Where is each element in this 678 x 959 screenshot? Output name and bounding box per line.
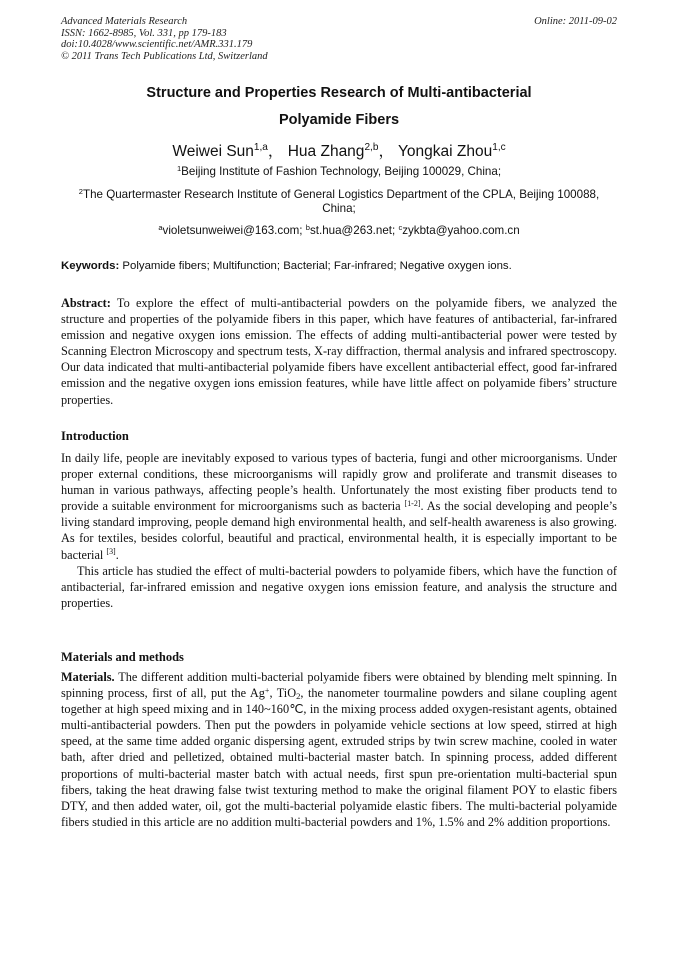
email-mark: b	[305, 222, 310, 232]
abstract-label: Abstract:	[61, 296, 111, 310]
email-list	[61, 224, 617, 238]
materials-section	[61, 669, 617, 830]
introduction-section	[61, 450, 617, 611]
email-mark: c	[398, 222, 403, 232]
keywords-text: Polyamide fibers; Multifunction; Bacterial; Far-infrared; Negative oxygen ions.	[122, 260, 512, 272]
paper-title	[61, 80, 617, 134]
online-date: Online: 2011-09-02	[534, 16, 617, 27]
affiliation-mark: 2	[78, 186, 83, 196]
materials-paragraph	[61, 669, 617, 830]
intro-text: In daily life, people are inevitably exposed to various types of bacteria, fungi and other microorganisms. Under proper external conditions, these microorganisms will rapidly grow and proliferate and transmit diseases to human in various pathways, affecting people’s health. Unfortunately the most existing fiber products tend to provide a suitable environment for microorganisms such as bacteria	[61, 451, 617, 514]
author-affiliation-mark: 1,c	[492, 142, 506, 154]
author-list	[61, 139, 617, 161]
email-address: st.hua@263.net;	[309, 224, 399, 237]
citation-ref: [3]	[106, 547, 116, 557]
journal-header	[61, 16, 617, 62]
email-mark: a	[158, 222, 163, 232]
materials-text: , the nanometer tourmaline powders and silane coupling agent together at high speed mixing and in 140~160℃, in the mixing process added oxygen-resistant agents, obtained multi-antibacterial powders. Then put the powders in polyamide vehicle sections at low speed, stirred at high speed, at the same time added organic dispersing agent, extruded strips by twin screw machine, cooled in water bath, after dried and pelletized, obtained multi-bacterial master batch. In spinning process, added different proportions of multi-bacterial master batch with actual needs, first spun pre-orientation multi-bacterial spun fibers, taking the heat drawing false twist texturing method to make the original filament POY to elastic fibers DTY, and then added water, oil, got the multi-bacterial polyamide elastic fibers. The multi-bacterial polyamide fibers studied in this article are no addition multi-bacterial powders and 1%, 1.5% and 2% addition proportions.	[61, 686, 617, 829]
affiliation-1	[61, 165, 617, 179]
email-address: zykbta@yahoo.com.cn	[402, 224, 520, 237]
materials-text: The different addition multi-bacterial polyamide fibers were obtained by blending melt spinning. In spinning process, first of all, put the Ag	[61, 670, 617, 701]
author-name: Weiwei Sun	[172, 143, 254, 160]
author-affiliation-mark: 1,a	[253, 142, 268, 154]
email-address: violetsunweiwei@163.com;	[162, 224, 306, 237]
keywords	[61, 260, 617, 272]
keywords-label: Keywords:	[61, 260, 120, 272]
journal-name: Advanced Materials Research	[61, 16, 188, 27]
section-heading-introduction: Introduction	[61, 429, 129, 443]
author-affiliation-mark: 2,b	[364, 142, 379, 154]
affiliation-2	[61, 188, 617, 216]
chemical-subscript: 2	[296, 691, 301, 702]
title-line-2: Polyamide Fibers	[278, 112, 400, 128]
copyright-line: © 2011 Trans Tech Publications Ltd, Switzerland	[61, 50, 268, 62]
chemical-superscript: +	[264, 685, 270, 695]
intro-paragraph-1	[61, 450, 617, 563]
materials-text: , TiO	[269, 686, 297, 701]
abstract	[61, 295, 617, 408]
issn-line: ISSN: 1662-8985, Vol. 331, pp 179-183	[61, 27, 227, 39]
author-name: Yongkai Zhou	[397, 143, 493, 160]
author-name: Hua Zhang	[287, 143, 365, 160]
abstract-text: To explore the effect of multi-antibacterial powders on the polyamide fibers, we analyzed the structure and properties of the polyamide fibers in this paper, which have features of antibacterial, far-infrared emission and negative oxygen ions emission. The effects of adding multi-antibacterial power were tested by Scanning Electron Microscopy and spectrum tests, X-ray diffraction, thermal analysis and infrared spectroscopy. Our data indicated that multi-antibacterial polyamide fibers have excellent antibacterial effect, good far-infrared emission and the negative oxygen ions emission features, while have little affect on polyamide fibers’ structure properties.	[61, 296, 617, 407]
author-separator: ，	[378, 143, 394, 160]
title-line-1: Structure and Properties Research of Multi-antibacterial	[146, 85, 532, 101]
citation-ref: [1-2]	[404, 498, 421, 508]
materials-label: Materials.	[61, 670, 115, 684]
intro-text: . As the social developing and people’s living standard improving, people demand high environmental health, and self-health awareness is also growing. As for textiles, besides colorful, beautiful and practical, environmental health, it is especially important to be bacterial	[61, 499, 618, 562]
section-heading-methods: Materials and methods	[61, 650, 184, 664]
doi-line: doi:10.4028/www.scientific.net/AMR.331.179	[61, 39, 253, 51]
intro-paragraph-2: This article has studied the effect of multi-bacterial powders to polyamide fibers, which have the function of antibacterial, far-infrared emission and negative oxygen ions emission feature, and analysis the structure and properties.	[61, 563, 617, 610]
affiliation-text: The Quartermaster Research Institute of General Logistics Department of the CPLA, Beijing 100088, China;	[83, 188, 600, 215]
affiliation-text: Beijing Institute of Fashion Technology, Beijing 100029, China;	[181, 165, 502, 178]
intro-text: .	[115, 547, 119, 562]
affiliation-mark: 1	[176, 163, 182, 173]
author-separator: ，	[267, 143, 284, 160]
